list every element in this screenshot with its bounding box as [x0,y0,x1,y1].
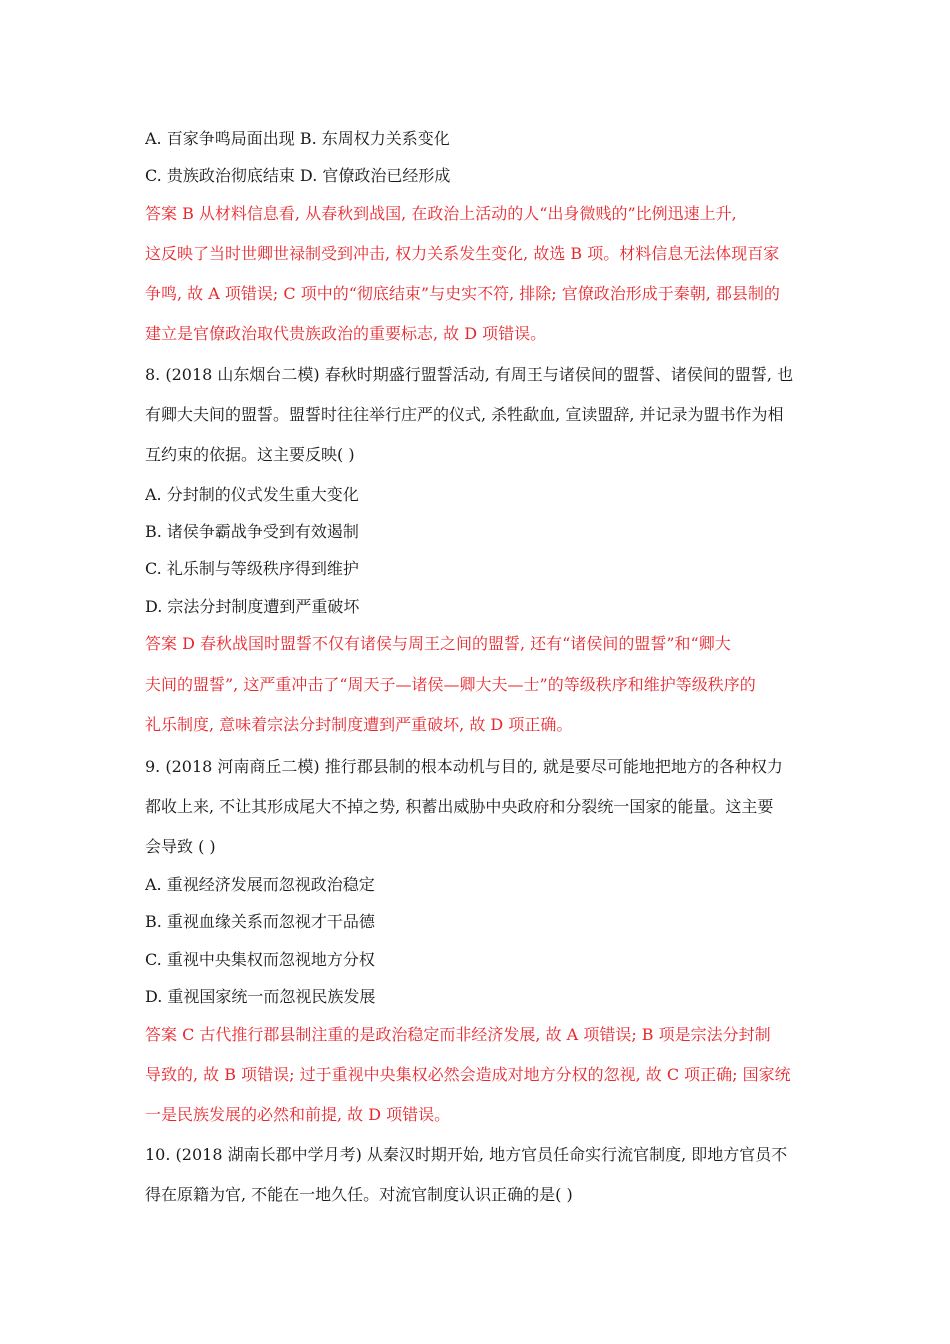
answer-line: 一是民族发展的必然和前提, 故 D 项错误。 [145,1105,451,1124]
text-line: 会导致 ( ) [145,837,216,856]
text-line: 都收上来, 不让其形成尾大不掉之势, 积蓄出威胁中央政府和分裂统一国家的能量。这主要 [145,797,774,816]
text-line: 10. (2018 湖南长郡中学月考) 从秦汉时期开始, 地方官员任命实行流官制度, 即地方官员不 [145,1145,788,1164]
answer-line: 这反映了当时世卿世禄制受到冲击, 权力关系发生变化, 故选 B 项。材料信息无法体现百家 [145,244,780,263]
text-line: A. 重视经济发展而忽视政治稳定 [145,875,375,894]
answer-line: 导致的, 故 B 项错误; 过于重视中央集权必然会造成对地方分权的忽视, 故 C 项正确; 国家统 [145,1065,791,1084]
text-line: D. 宗法分封制度遭到严重破坏 [145,597,360,616]
text-line: D. 重视国家统一而忽视民族发展 [145,987,376,1006]
answer-line: 答案 C 古代推行郡县制注重的是政治稳定而非经济发展, 故 A 项错误; B 项是宗法分封制 [145,1025,771,1044]
text-line: C. 重视中央集权而忽视地方分权 [145,950,375,969]
answer-line: 夫间的盟誓”, 这严重冲击了“周天子—诸侯—卿大夫—士”的等级秩序和维护等级秩序的 [145,675,756,694]
text-line: 9. (2018 河南商丘二模) 推行郡县制的根本动机与目的, 就是要尽可能地把地方的各种权力 [145,757,783,776]
text-line: C. 礼乐制与等级秩序得到维护 [145,559,359,578]
answer-line: 争鸣, 故 A 项错误; C 项中的“彻底结束”与史实不符, 排除; 官僚政治形成于秦朝, 郡县制的 [145,284,780,303]
text-line: B. 重视血缘关系而忽视才干品德 [145,912,375,931]
text-line: A. 分封制的仪式发生重大变化 [145,485,359,504]
answer-line: 礼乐制度, 意味着宗法分封制度遭到严重破坏, 故 D 项正确。 [145,715,573,734]
text-line: C. 贵族政治彻底结束 D. 官僚政治已经形成 [145,166,451,185]
text-line: 8. (2018 山东烟台二模) 春秋时期盛行盟誓活动, 有周王与诸侯间的盟誓、诸侯间的盟誓, 也 [145,365,794,384]
text-line: 得在原籍为官, 不能在一地久任。对流官制度认识正确的是( ) [145,1185,573,1204]
text-line: 有卿大夫间的盟誓。盟誓时往往举行庄严的仪式, 杀牲歃血, 宣读盟辞, 并记录为盟书作为相 [145,405,784,424]
answer-line: 建立是官僚政治取代贵族政治的重要标志, 故 D 项错误。 [145,324,547,343]
text-line: A. 百家争鸣局面出现 B. 东周权力关系变化 [145,129,450,148]
answer-line: 答案 B 从材料信息看, 从春秋到战国, 在政治上活动的人“出身微贱的”比例迅速上升, [145,204,737,223]
text-line: 互约束的依据。这主要反映( ) [145,445,355,464]
text-line: B. 诸侯争霸战争受到有效遏制 [145,522,359,541]
answer-line: 答案 D 春秋战国时盟誓不仅有诸侯与周王之间的盟誓, 还有“诸侯间的盟誓”和“卿大 [145,634,731,653]
